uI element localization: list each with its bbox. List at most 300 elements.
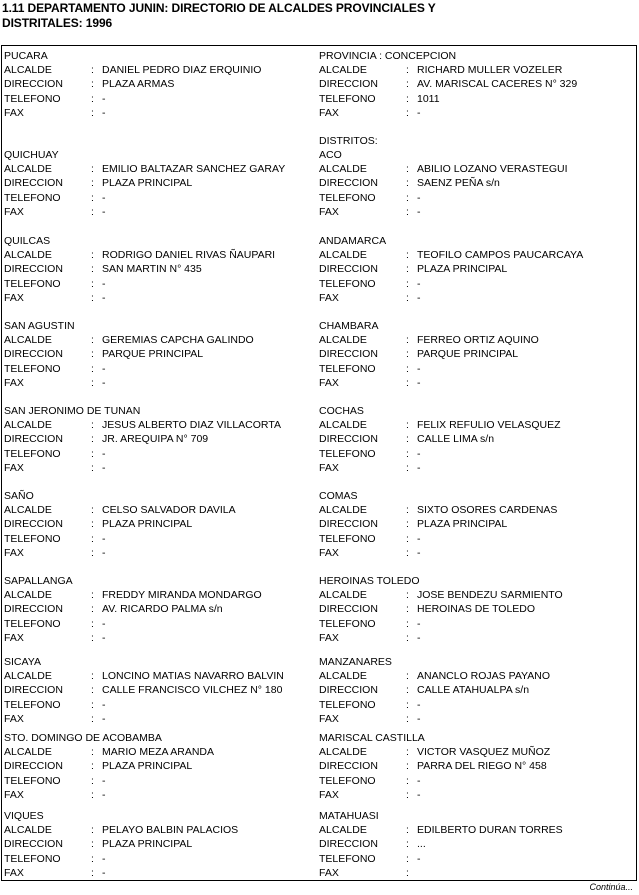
separator: :	[406, 78, 409, 91]
alcalde-label: ALCALDE	[4, 64, 52, 77]
separator: :	[406, 504, 409, 517]
separator: :	[91, 362, 94, 375]
separator: :	[91, 603, 94, 616]
separator: :	[406, 746, 409, 759]
separator: :	[406, 376, 409, 389]
direccion-value: PLAZA PRINCIPAL	[417, 263, 508, 276]
separator: :	[91, 504, 94, 517]
fax-row	[319, 546, 637, 560]
separator: :	[406, 518, 409, 531]
telefono-row	[4, 362, 314, 376]
telefono-row	[4, 447, 314, 461]
alcalde-row	[4, 63, 314, 77]
alcalde-value: VICTOR VASQUEZ MUÑOZ	[417, 746, 551, 759]
alcalde-label: ALCALDE	[4, 504, 52, 517]
telefono-row	[4, 532, 314, 546]
separator: :	[91, 838, 94, 851]
separator: :	[406, 774, 409, 787]
direccion-row	[319, 432, 637, 446]
direccion-label: DIRECCION	[4, 838, 63, 851]
direccion-row	[319, 347, 637, 361]
telefono-label: TELEFONO	[319, 698, 376, 711]
entry-name: HEROINAS TOLEDO	[319, 575, 420, 587]
continued-note: Continúa...	[589, 882, 633, 892]
fax-value: -	[102, 866, 106, 879]
telefono-label: TELEFONO	[319, 447, 376, 460]
direccion-label: DIRECCION	[4, 177, 63, 190]
direccion-row	[319, 77, 637, 91]
direccion-value: CALLE LIMA s/n	[417, 433, 495, 446]
fax-value: -	[417, 376, 421, 389]
fax-label: FAX	[319, 376, 339, 389]
entry-name-line	[4, 319, 314, 333]
separator: :	[91, 712, 94, 725]
alcalde-row	[4, 823, 314, 837]
telefono-value: -	[417, 191, 421, 204]
separator: :	[91, 277, 94, 290]
direccion-value: CALLE FRANCISCO VILCHEZ N° 180	[102, 684, 283, 697]
telefono-label: TELEFONO	[4, 532, 61, 545]
separator: :	[91, 774, 94, 787]
direccion-value: AV. RICARDO PALMA s/n	[102, 603, 223, 616]
entry-name-line	[4, 404, 314, 418]
alcalde-label: ALCALDE	[4, 163, 52, 176]
fax-label: FAX	[319, 205, 339, 218]
fax-row	[319, 205, 637, 219]
direccion-label: DIRECCION	[4, 348, 63, 361]
separator: :	[406, 362, 409, 375]
direccion-row	[4, 602, 314, 616]
alcalde-row	[4, 669, 314, 683]
entry-name-line	[4, 574, 314, 588]
district-entry	[319, 234, 637, 305]
telefono-label: TELEFONO	[319, 774, 376, 787]
entry-name: SAPALLANGA	[4, 575, 73, 587]
entry-name: MANZANARES	[319, 656, 392, 668]
alcalde-row	[319, 745, 637, 759]
district-entry	[4, 319, 314, 390]
telefono-value: -	[102, 362, 106, 375]
direccion-value: PLAZA PRINCIPAL	[102, 518, 193, 531]
alcalde-label: ALCALDE	[319, 504, 367, 517]
separator: :	[91, 866, 94, 879]
entry-name-line	[319, 319, 637, 333]
fax-label: FAX	[4, 712, 24, 725]
telefono-label: TELEFONO	[4, 617, 61, 630]
telefono-row	[319, 617, 637, 631]
entry-name: ANDAMARCA	[319, 235, 387, 247]
telefono-value: -	[417, 852, 421, 865]
separator: :	[406, 852, 409, 865]
separator: :	[91, 518, 94, 531]
telefono-row	[4, 92, 314, 106]
telefono-value: -	[417, 532, 421, 545]
alcalde-value: FERREO ORTIZ AQUINO	[417, 334, 539, 347]
alcalde-label: ALCALDE	[319, 746, 367, 759]
separator: :	[91, 334, 94, 347]
fax-value: -	[417, 546, 421, 559]
telefono-label: TELEFONO	[319, 191, 376, 204]
fax-row	[319, 461, 637, 475]
separator: :	[406, 838, 409, 851]
separator: :	[91, 163, 94, 176]
entry-name-line	[4, 234, 314, 248]
alcalde-row	[319, 333, 637, 347]
telefono-row	[319, 532, 637, 546]
separator: :	[91, 205, 94, 218]
entry-name-line	[319, 731, 637, 745]
alcalde-value: CELSO SALVADOR DAVILA	[102, 504, 236, 517]
telefono-value: -	[417, 277, 421, 290]
direccion-row	[4, 262, 314, 276]
separator: :	[406, 603, 409, 616]
directory-frame	[1, 45, 637, 881]
telefono-label: TELEFONO	[319, 852, 376, 865]
alcalde-label: ALCALDE	[4, 249, 52, 262]
direccion-row	[319, 602, 637, 616]
entry-name-line	[319, 404, 637, 418]
direccion-value: PARQUE PRINCIPAL	[417, 348, 519, 361]
fax-value: -	[417, 788, 421, 801]
direccion-value: PLAZA PRINCIPAL	[417, 518, 508, 531]
telefono-row	[319, 698, 637, 712]
alcalde-row	[4, 503, 314, 517]
telefono-value: -	[102, 532, 106, 545]
separator: :	[406, 106, 409, 119]
telefono-value: -	[417, 774, 421, 787]
telefono-label: TELEFONO	[4, 774, 61, 787]
district-entry	[319, 404, 637, 475]
separator: :	[406, 348, 409, 361]
separator: :	[91, 684, 94, 697]
fax-value: -	[417, 631, 421, 644]
fax-label: FAX	[319, 866, 339, 879]
fax-label: FAX	[4, 461, 24, 474]
fax-value: -	[102, 106, 106, 119]
telefono-value: 1011	[417, 92, 440, 105]
alcalde-row	[319, 823, 637, 837]
direccion-row	[4, 837, 314, 851]
direccion-row	[4, 176, 314, 190]
separator: :	[406, 177, 409, 190]
district-entry	[4, 574, 314, 645]
direccion-row	[319, 517, 637, 531]
fax-row	[4, 461, 314, 475]
district-entry	[319, 489, 637, 560]
direccion-value: JR. AREQUIPA N° 709	[102, 433, 209, 446]
direccion-label: DIRECCION	[4, 760, 63, 773]
separator: :	[91, 191, 94, 204]
telefono-value: -	[102, 852, 106, 865]
alcalde-label: ALCALDE	[319, 249, 367, 262]
separator: :	[91, 447, 94, 460]
separator: :	[406, 824, 409, 837]
alcalde-value: ABILIO LOZANO VERASTEGUI	[417, 163, 568, 176]
telefono-value: -	[417, 617, 421, 630]
district-entry	[4, 809, 314, 880]
fax-label: FAX	[319, 291, 339, 304]
alcalde-value: RODRIGO DANIEL RIVAS ÑAUPARI	[102, 249, 276, 262]
fax-value: -	[102, 631, 106, 644]
fax-row	[319, 788, 637, 802]
entry-name: ACO	[319, 149, 342, 161]
separator: :	[406, 532, 409, 545]
telefono-row	[319, 191, 637, 205]
direccion-value: SAENZ PEÑA s/n	[417, 177, 500, 190]
separator: :	[406, 461, 409, 474]
direccion-label: DIRECCION	[319, 433, 378, 446]
telefono-value: -	[417, 447, 421, 460]
separator: :	[91, 631, 94, 644]
fax-value: -	[102, 546, 106, 559]
province-entry	[319, 49, 637, 120]
entry-name: COCHAS	[319, 405, 364, 417]
separator: :	[91, 64, 94, 77]
direccion-row	[4, 683, 314, 697]
fax-label: FAX	[319, 106, 339, 119]
district-entry	[4, 404, 314, 475]
telefono-label: TELEFONO	[319, 362, 376, 375]
separator: :	[91, 78, 94, 91]
direccion-label: DIRECCION	[4, 518, 63, 531]
separator: :	[406, 249, 409, 262]
fax-value: -	[417, 461, 421, 474]
direccion-label: DIRECCION	[319, 263, 378, 276]
direccion-value: PLAZA PRINCIPAL	[102, 177, 193, 190]
telefono-value: -	[102, 617, 106, 630]
separator: :	[91, 532, 94, 545]
district-entry	[319, 574, 637, 645]
direccion-label: DIRECCION	[4, 78, 63, 91]
direccion-row	[4, 517, 314, 531]
entry-name-line	[319, 655, 637, 669]
fax-value: -	[417, 291, 421, 304]
direccion-label: DIRECCION	[4, 433, 63, 446]
alcalde-label: ALCALDE	[319, 670, 367, 683]
separator: :	[91, 263, 94, 276]
district-entry	[4, 489, 314, 560]
alcalde-label: ALCALDE	[4, 824, 52, 837]
direccion-row	[4, 432, 314, 446]
direccion-row	[319, 759, 637, 773]
alcalde-value: FELIX REFULIO VELASQUEZ	[417, 419, 561, 432]
separator: :	[91, 824, 94, 837]
fax-row	[4, 546, 314, 560]
telefono-row	[319, 277, 637, 291]
telefono-row	[319, 852, 637, 866]
alcalde-label: ALCALDE	[319, 419, 367, 432]
separator: :	[406, 546, 409, 559]
fax-value: -	[102, 376, 106, 389]
alcalde-value: EDILBERTO DURAN TORRES	[417, 824, 563, 837]
entry-name: SAÑO	[4, 490, 34, 502]
separator: :	[91, 852, 94, 865]
district-entry	[4, 731, 314, 802]
entry-name-line	[319, 809, 637, 823]
direccion-value: SAN MARTIN N° 435	[102, 263, 202, 276]
alcalde-row	[319, 418, 637, 432]
separator: :	[406, 191, 409, 204]
district-entry	[4, 655, 314, 726]
alcalde-row	[4, 248, 314, 262]
fax-label: FAX	[4, 291, 24, 304]
entry-name-line	[319, 49, 637, 63]
separator: :	[91, 433, 94, 446]
direccion-row	[319, 837, 637, 851]
separator: :	[91, 348, 94, 361]
telefono-value: -	[417, 698, 421, 711]
telefono-label: TELEFONO	[319, 532, 376, 545]
direccion-value: AV. MARISCAL CACERES N° 329	[417, 78, 578, 91]
district-entry	[4, 234, 314, 305]
alcalde-value: PELAYO BALBIN PALACIOS	[102, 824, 239, 837]
telefono-value: -	[102, 698, 106, 711]
district-entry	[4, 49, 314, 120]
direccion-row	[319, 176, 637, 190]
direccion-value: PLAZA PRINCIPAL	[102, 838, 193, 851]
separator: :	[91, 92, 94, 105]
fax-row	[4, 866, 314, 880]
telefono-row	[4, 698, 314, 712]
separator: :	[406, 92, 409, 105]
separator: :	[406, 447, 409, 460]
alcalde-value: GEREMIAS CAPCHA GALINDO	[102, 334, 254, 347]
direccion-label: DIRECCION	[319, 78, 378, 91]
separator: :	[406, 866, 409, 879]
telefono-value: -	[102, 191, 106, 204]
telefono-label: TELEFONO	[4, 362, 61, 375]
alcalde-label: ALCALDE	[4, 334, 52, 347]
alcalde-value: JOSE BENDEZU SARMIENTO	[417, 589, 563, 602]
entry-name: VIQUES	[4, 810, 44, 822]
fax-label: FAX	[4, 376, 24, 389]
entry-name-line	[4, 49, 314, 63]
entry-name-line	[319, 234, 637, 248]
direccion-row	[319, 262, 637, 276]
entry-name-line	[4, 489, 314, 503]
fax-label: FAX	[4, 631, 24, 644]
separator: :	[91, 760, 94, 773]
direccion-value: PLAZA ARMAS	[102, 78, 175, 91]
fax-label: FAX	[319, 461, 339, 474]
fax-value: -	[417, 205, 421, 218]
fax-value: -	[102, 291, 106, 304]
telefono-value: -	[102, 277, 106, 290]
alcalde-row	[4, 588, 314, 602]
alcalde-value: DANIEL PEDRO DIAZ ERQUINIO	[102, 64, 262, 77]
alcalde-value: FREDDY MIRANDA MONDARGO	[102, 589, 262, 602]
direccion-value: PLAZA PRINCIPAL	[102, 760, 193, 773]
fax-value: -	[417, 712, 421, 725]
telefono-row	[4, 852, 314, 866]
separator: :	[91, 617, 94, 630]
alcalde-label: ALCALDE	[319, 64, 367, 77]
telefono-row	[319, 362, 637, 376]
direccion-label: DIRECCION	[319, 684, 378, 697]
entry-name-line	[319, 489, 637, 503]
direccion-row	[4, 347, 314, 361]
alcalde-row	[4, 333, 314, 347]
separator: :	[406, 670, 409, 683]
separator: :	[91, 376, 94, 389]
entry-name: PROVINCIA : CONCEPCION	[319, 50, 457, 62]
separator: :	[406, 163, 409, 176]
telefono-value: -	[102, 447, 106, 460]
alcalde-value: EMILIO BALTAZAR SANCHEZ GARAY	[102, 163, 286, 176]
direccion-label: DIRECCION	[4, 684, 63, 697]
district-entry	[319, 655, 637, 726]
entry-name-line	[4, 148, 314, 162]
alcalde-label: ALCALDE	[4, 746, 52, 759]
district-entry	[319, 319, 637, 390]
fax-row	[319, 376, 637, 390]
district-entry	[319, 148, 637, 219]
alcalde-value: RICHARD MULLER VOZELER	[417, 64, 563, 77]
alcalde-label: ALCALDE	[319, 589, 367, 602]
alcalde-row	[319, 162, 637, 176]
fax-label: FAX	[4, 205, 24, 218]
telefono-row	[4, 191, 314, 205]
separator: :	[91, 291, 94, 304]
fax-label: FAX	[4, 106, 24, 119]
alcalde-value: MARIO MEZA ARANDA	[102, 746, 215, 759]
direccion-label: DIRECCION	[319, 177, 378, 190]
entry-name: STO. DOMINGO DE ACOBAMBA	[4, 732, 162, 744]
alcalde-row	[4, 418, 314, 432]
direccion-label: DIRECCION	[319, 518, 378, 531]
direccion-row	[4, 77, 314, 91]
alcalde-value: JESUS ALBERTO DIAZ VILLACORTA	[102, 419, 281, 432]
entry-name-line	[4, 655, 314, 669]
alcalde-label: ALCALDE	[319, 163, 367, 176]
entry-name: MARISCAL CASTILLA	[319, 732, 425, 744]
telefono-value: -	[102, 92, 106, 105]
alcalde-label: ALCALDE	[319, 824, 367, 837]
fax-value: -	[102, 788, 106, 801]
fax-label: FAX	[319, 788, 339, 801]
telefono-label: TELEFONO	[319, 617, 376, 630]
fax-value: -	[102, 205, 106, 218]
alcalde-row	[4, 745, 314, 759]
direccion-value: CALLE ATAHUALPA s/n	[417, 684, 530, 697]
separator: :	[406, 631, 409, 644]
telefono-row	[319, 447, 637, 461]
entry-name: CHAMBARA	[319, 320, 379, 332]
alcalde-label: ALCALDE	[319, 334, 367, 347]
fax-row	[4, 788, 314, 802]
direccion-label: DIRECCION	[319, 348, 378, 361]
district-entry	[319, 809, 637, 880]
separator: :	[406, 291, 409, 304]
fax-label: FAX	[4, 546, 24, 559]
separator: :	[406, 684, 409, 697]
direccion-row	[4, 759, 314, 773]
separator: :	[406, 64, 409, 77]
title-line-2: DISTRITALES: 1996	[2, 16, 113, 30]
entry-name: SICAYA	[4, 656, 41, 668]
distritos-line	[319, 134, 637, 148]
separator: :	[91, 670, 94, 683]
separator: :	[91, 746, 94, 759]
entry-name-line	[4, 809, 314, 823]
entry-name: QUILCAS	[4, 235, 51, 247]
telefono-row	[319, 774, 637, 788]
fax-row	[4, 712, 314, 726]
direccion-value: ...	[417, 838, 426, 851]
telefono-label: TELEFONO	[4, 852, 61, 865]
fax-row	[4, 205, 314, 219]
alcalde-row	[319, 63, 637, 77]
